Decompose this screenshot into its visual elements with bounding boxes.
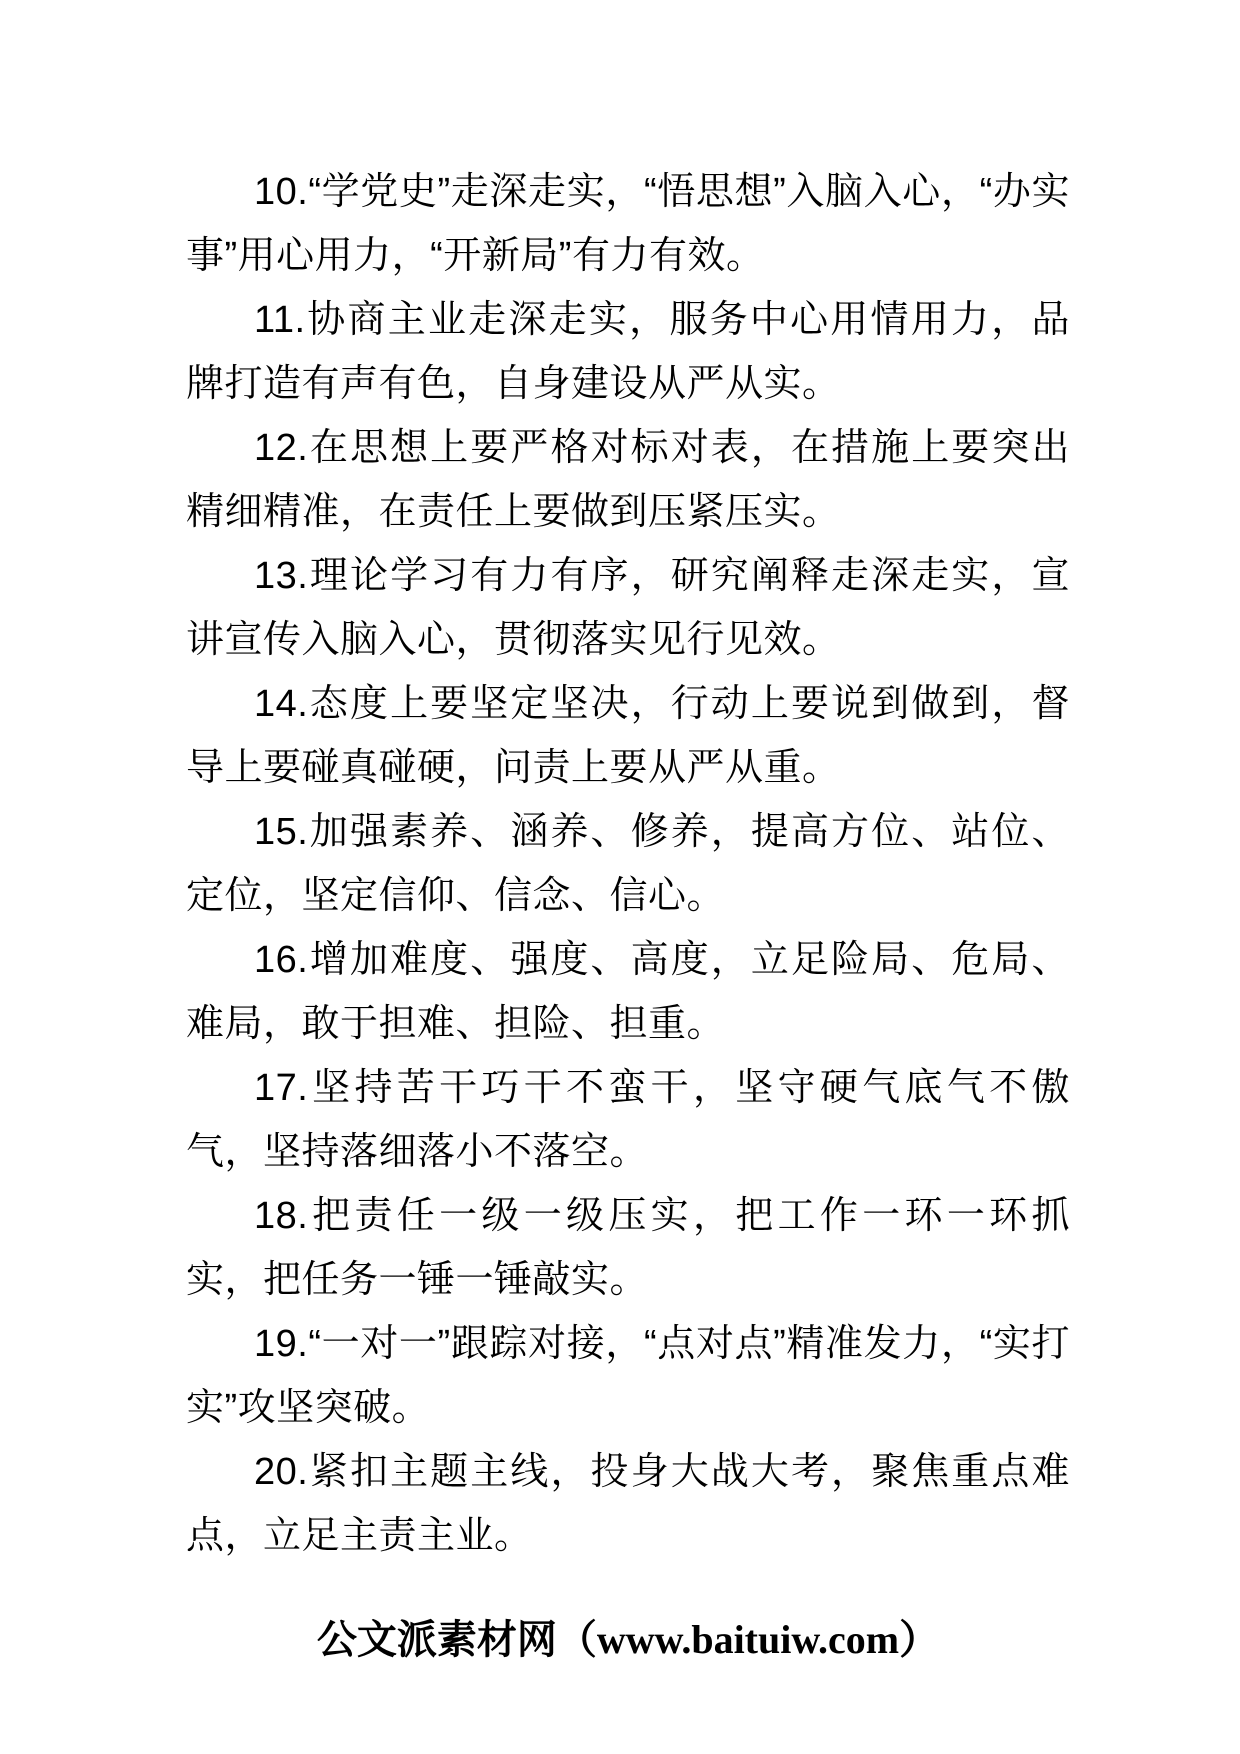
- item-number: 13.: [254, 555, 309, 597]
- item-number: 12.: [254, 427, 309, 469]
- list-item-10: [186, 160, 1070, 288]
- list-item-13: [186, 544, 1070, 672]
- item-text: 坚持苦干巧干不蛮干，坚守硬气底气不傲气，坚持落细落小不落空。: [186, 1067, 1070, 1173]
- item-number: 20.: [254, 1451, 309, 1493]
- item-text: “学党史”走深走实，“悟思想”入脑入心，“办实事”用心用力，“开新局”有力有效。: [186, 171, 1070, 277]
- item-number: 14.: [254, 683, 309, 725]
- footer-watermark-text: 公文派素材网（www.baituiw.com）: [316, 1617, 940, 1662]
- item-text: 理论学习有力有序，研究阐释走深走实，宣讲宣传入脑入心，贯彻落实见行见效。: [186, 555, 1070, 661]
- item-text: 在思想上要严格对标对表，在措施上要突出精细精准，在责任上要做到压紧压实。: [186, 427, 1070, 533]
- item-number: 18.: [254, 1195, 309, 1237]
- item-text: “一对一”跟踪对接，“点对点”精准发力，“实打实”攻坚突破。: [186, 1323, 1070, 1429]
- item-text: 把责任一级一级压实，把工作一环一环抓实，把任务一锤一锤敲实。: [186, 1195, 1070, 1301]
- item-text: 增加难度、强度、高度，立足险局、危局、难局，敢于担难、担险、担重。: [186, 939, 1070, 1045]
- list-item-12: [186, 416, 1070, 544]
- list-item-15: [186, 800, 1070, 928]
- list-item-18: [186, 1184, 1070, 1312]
- list-item-16: [186, 928, 1070, 1056]
- item-text: 紧扣主题主线，投身大战大考，聚焦重点难点，立足主责主业。: [186, 1451, 1070, 1557]
- list-item-14: [186, 672, 1070, 800]
- item-number: 10.: [254, 171, 309, 213]
- item-number: 16.: [254, 939, 309, 981]
- page-footer: [186, 1608, 1070, 1672]
- item-text: 态度上要坚定坚决，行动上要说到做到，督导上要碰真碰硬，问责上要从严从重。: [186, 683, 1070, 789]
- list-item-11: [186, 288, 1070, 416]
- list-item-20: [186, 1440, 1070, 1568]
- list-item-17: [186, 1056, 1070, 1184]
- document-body: [186, 160, 1070, 1568]
- list-item-19: [186, 1312, 1070, 1440]
- item-number: 11.: [254, 299, 306, 341]
- item-text: 加强素养、涵养、修养，提高方位、站位、定位，坚定信仰、信念、信心。: [186, 811, 1070, 917]
- item-number: 17.: [254, 1067, 309, 1109]
- item-number: 19.: [254, 1323, 309, 1365]
- item-text: 协商主业走深走实，服务中心用情用力，品牌打造有声有色，自身建设从严从实。: [186, 299, 1070, 405]
- item-number: 15.: [254, 811, 309, 853]
